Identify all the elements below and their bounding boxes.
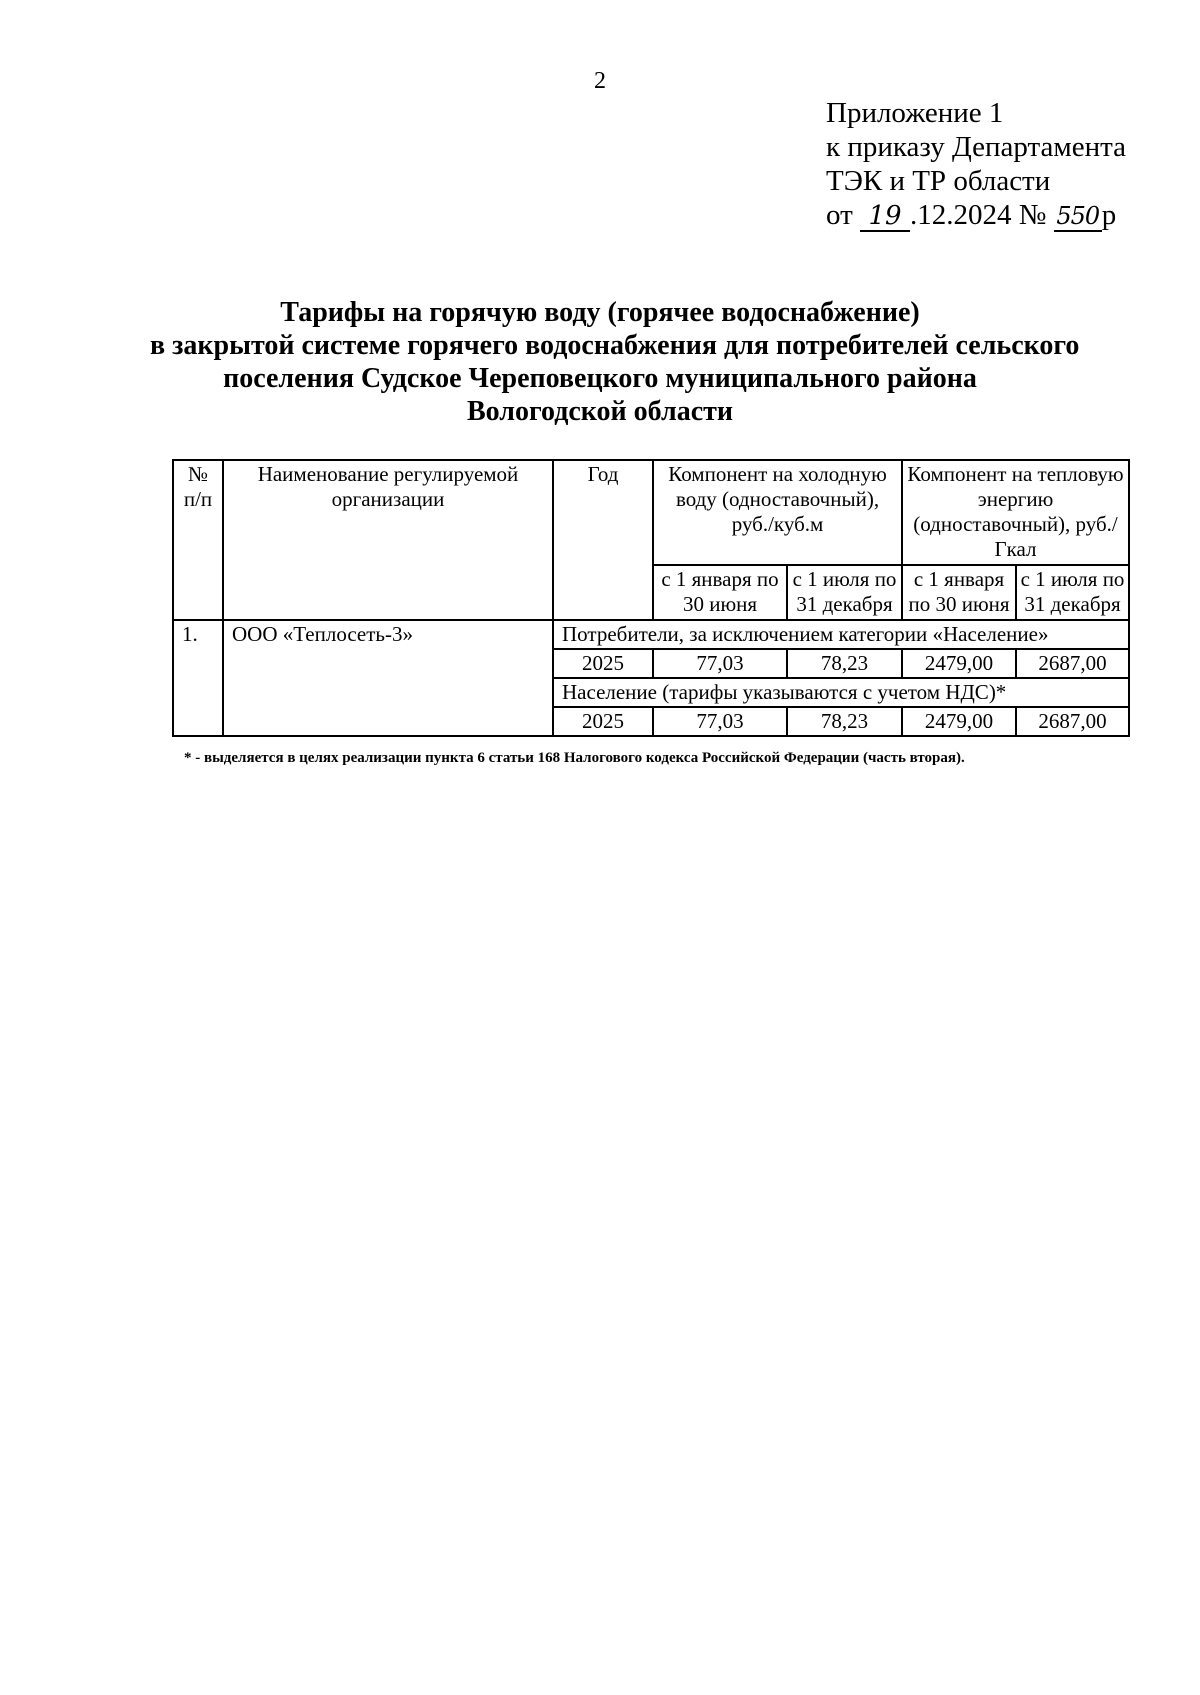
- header-heat-energy: Компонент на тепловую энергию (одноставочный), руб./Гкал: [902, 460, 1129, 565]
- header-org: Наименование регулируемой организации: [223, 460, 553, 620]
- group-1-cold-h1: 77,03: [653, 649, 787, 678]
- title-line-1: Тарифы на горячую воду (горячее водоснабжение): [280, 297, 920, 328]
- appendix-date-line: [826, 198, 1126, 232]
- appendix-line-3: ТЭК и ТР области: [826, 165, 1051, 197]
- header-period-3: с 1 января по 30 июня: [902, 565, 1016, 620]
- group-2-cold-h1: 77,03: [653, 707, 787, 736]
- row-num: 1.: [173, 620, 223, 736]
- row-org: ООО «Теплосеть-3»: [223, 620, 553, 736]
- appendix-header: [826, 96, 1126, 232]
- order-suffix: р: [1101, 199, 1117, 231]
- date-prefix: от: [826, 199, 853, 231]
- group-2-heat-h1: 2479,00: [902, 707, 1016, 736]
- group-2-label: Население (тарифы указываются с учетом НДС)*: [553, 678, 1129, 707]
- group-1-heat-h2: 2687,00: [1016, 649, 1129, 678]
- header-num: № п/п: [173, 460, 223, 620]
- appendix-line-2: к приказу Департамента: [826, 131, 1127, 163]
- group-1-year: 2025: [553, 649, 653, 678]
- header-period-4: с 1 июля по 31 декабря: [1016, 565, 1129, 620]
- group-2-year: 2025: [553, 707, 653, 736]
- table-header-row: [173, 460, 1129, 565]
- group-2-heat-h2: 2687,00: [1016, 707, 1129, 736]
- order-number-handwritten: 550: [1054, 202, 1102, 232]
- table-row: [173, 620, 1129, 649]
- footnote: * - выделяется в целях реализации пункта 6 статьи 168 Налогового кодекса Российской Федерации (часть вторая).: [184, 750, 965, 766]
- title-line-2: в закрытой системе горячего водоснабжения для потребителей сельского: [150, 330, 1080, 361]
- page-number: 2: [594, 68, 606, 94]
- group-1-cold-h2: 78,23: [787, 649, 902, 678]
- date-rest: .12.2024 №: [910, 199, 1047, 231]
- group-1-heat-h1: 2479,00: [902, 649, 1016, 678]
- title-line-4: Вологодской области: [466, 396, 734, 427]
- header-cold-water: Компонент на холодную воду (одноставочный), руб./куб.м: [653, 460, 902, 565]
- appendix-line-1: Приложение 1: [826, 97, 1004, 129]
- group-2-cold-h2: 78,23: [787, 707, 902, 736]
- header-period-2: с 1 июля по 31 декабря: [787, 565, 902, 620]
- header-year: Год: [553, 460, 653, 620]
- title-line-3: поселения Судское Череповецкого муниципального района: [223, 363, 977, 394]
- date-day-handwritten: 19: [860, 202, 910, 232]
- group-1-label: Потребители, за исключением категории «Население»: [553, 620, 1129, 649]
- header-period-1: с 1 января по 30 июня: [653, 565, 787, 620]
- tariff-table: [172, 459, 1130, 737]
- document-title: [150, 296, 1080, 428]
